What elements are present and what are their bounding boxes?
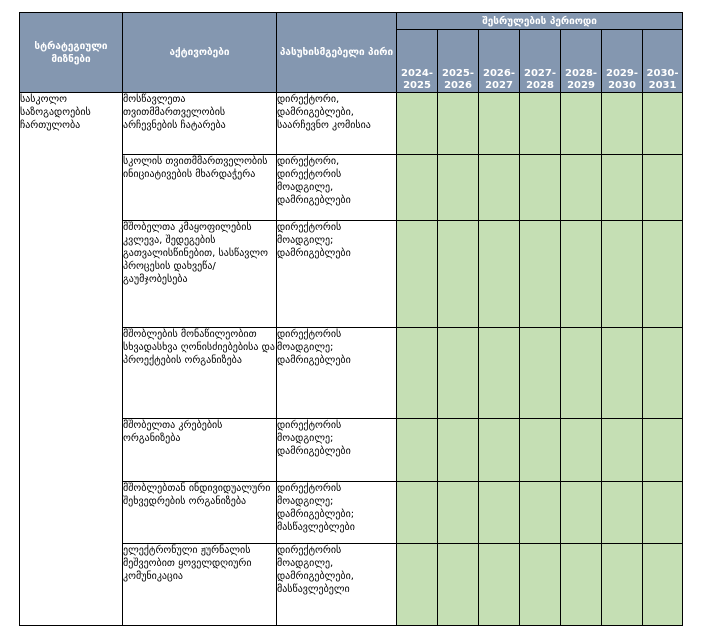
period-cell	[438, 544, 479, 626]
activity-cell: მშობელთა კრებების ორგანიზება	[123, 419, 277, 482]
period-cell	[520, 155, 561, 221]
period-cell	[643, 155, 683, 221]
period-cell	[438, 419, 479, 482]
header-year: 2024-2025	[397, 30, 438, 93]
period-cell	[561, 419, 602, 482]
responsible-cell: დირექტორი, დამრიგებლები, საარჩევნო კომისია	[277, 93, 397, 155]
period-cell	[561, 93, 602, 155]
header-year: 2026-2027	[479, 30, 520, 93]
period-cell	[479, 544, 520, 626]
period-cell	[602, 221, 643, 328]
period-cell	[520, 544, 561, 626]
period-cell	[520, 93, 561, 155]
period-cell	[397, 419, 438, 482]
activity-cell: მოსწავლეთა თვითმმართველობის არჩევნების ჩატარება	[123, 93, 277, 155]
header-year: 2025-2026	[438, 30, 479, 93]
period-cell	[397, 544, 438, 626]
period-cell	[602, 93, 643, 155]
period-cell	[561, 221, 602, 328]
header-strategic-goals: სტრატეგიული მიზნები	[20, 13, 123, 93]
activity-cell: მშობლების მონაწილეობით სხვადასხვა ღონისძიებებისა და პროექტების ორგანიზება	[123, 328, 277, 419]
strategic-goal-cell: სასკოლო საზოგადოების ჩართულობა	[20, 93, 123, 626]
strategic-plan-table	[19, 12, 683, 626]
period-cell	[602, 328, 643, 419]
responsible-cell: დირექტორის მოადგილე; დამრიგებლები	[277, 221, 397, 328]
period-cell	[643, 419, 683, 482]
period-cell	[643, 221, 683, 328]
period-cell	[520, 482, 561, 544]
period-cell	[479, 221, 520, 328]
period-cell	[438, 328, 479, 419]
period-cell	[643, 328, 683, 419]
header-year: 2027-2028	[520, 30, 561, 93]
period-cell	[643, 93, 683, 155]
responsible-cell: დირექტორის მოადგილე; დამრიგებლები	[277, 419, 397, 482]
header-year: 2029-2030	[602, 30, 643, 93]
header-responsible-person: პასუხისმგებელი პირი	[277, 13, 397, 93]
period-cell	[561, 482, 602, 544]
activity-cell: მშობელთა კმაყოფილების კვლევა, შედეგების გათვალისწინებით, სასწავლო პროცესის დახვეწა/გაუმჯობესება	[123, 221, 277, 328]
period-cell	[561, 544, 602, 626]
period-cell	[520, 328, 561, 419]
period-cell	[602, 544, 643, 626]
period-cell	[643, 544, 683, 626]
period-cell	[602, 155, 643, 221]
responsible-cell: დირექტორის მოადგილე; დამრიგებლები	[277, 328, 397, 419]
period-cell	[479, 482, 520, 544]
header-implementation-period: შესრულების პერიოდი	[397, 13, 683, 30]
period-cell	[602, 482, 643, 544]
responsible-cell: დირექტორის მოადგილე; დამრიგებლები; მასწავლებლები	[277, 482, 397, 544]
responsible-cell: დირექტორის მოადგილე, დამრიგებლები, მასწავლებელი	[277, 544, 397, 626]
period-cell	[479, 328, 520, 419]
period-cell	[643, 482, 683, 544]
responsible-cell: დირექტორი, დირექტორის მოადგილე, დამრიგებლები	[277, 155, 397, 221]
period-cell	[520, 419, 561, 482]
activity-cell: მშობლებთან ინდივიდუალური შეხვედრების ორგანიზება	[123, 482, 277, 544]
activity-cell: სკოლის თვითმმართველობის ინიციატივების მხარდაჭერა	[123, 155, 277, 221]
table-row	[20, 93, 683, 155]
period-cell	[397, 328, 438, 419]
activity-cell: ელექტრონული ჟურნალის მეშვეობით ყოველდღიური კომუნიკაცია	[123, 544, 277, 626]
period-cell	[397, 221, 438, 328]
period-cell	[479, 93, 520, 155]
header-year: 2028-2029	[561, 30, 602, 93]
period-cell	[561, 328, 602, 419]
period-cell	[397, 482, 438, 544]
period-cell	[438, 221, 479, 328]
period-cell	[561, 155, 602, 221]
period-cell	[602, 419, 643, 482]
period-cell	[438, 93, 479, 155]
period-cell	[520, 221, 561, 328]
period-cell	[397, 93, 438, 155]
period-cell	[438, 155, 479, 221]
period-cell	[438, 482, 479, 544]
period-cell	[479, 419, 520, 482]
header-year: 2030-2031	[643, 30, 683, 93]
period-cell	[397, 155, 438, 221]
header-activities: აქტივობები	[123, 13, 277, 93]
period-cell	[479, 155, 520, 221]
